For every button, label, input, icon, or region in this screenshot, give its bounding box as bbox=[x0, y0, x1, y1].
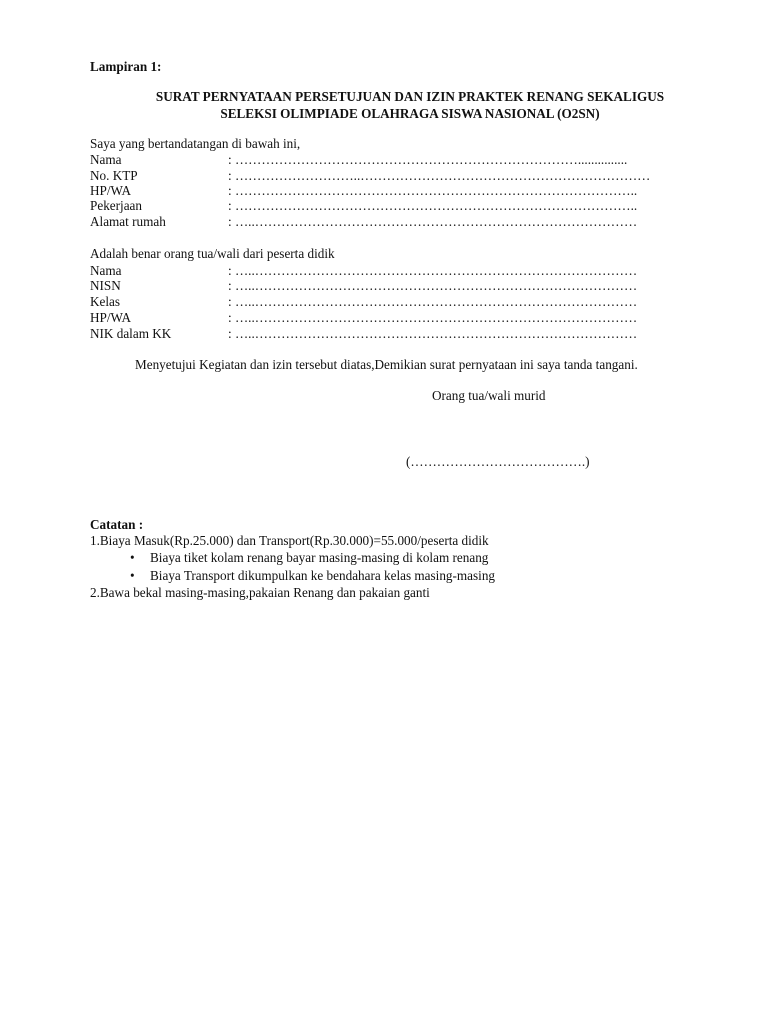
field-blank: : …..…………………………………………………………………………… bbox=[228, 214, 638, 229]
parent-field-occupation bbox=[90, 198, 690, 214]
field-blank: : …..…………………………………………………………………………… bbox=[228, 294, 638, 309]
field-blank: : ……………………………………………………………………............... bbox=[228, 152, 628, 167]
parent-field-name bbox=[90, 152, 690, 168]
signature-role: Orang tua/wali murid bbox=[432, 388, 546, 403]
document-title-line-1: SURAT PERNYATAAN PERSETUJUAN DAN IZIN PRAKTEK RENANG SEKALIGUS bbox=[155, 89, 665, 104]
attachment-label: Lampiran 1: bbox=[90, 59, 162, 74]
student-field-class bbox=[90, 294, 690, 310]
signature-line: (………………………………….) bbox=[406, 454, 590, 469]
student-field-name bbox=[90, 263, 690, 279]
field-blank: : …..…………………………………………………………………………… bbox=[228, 278, 638, 293]
field-label: NISN bbox=[90, 278, 121, 293]
field-label: NIK dalam KK bbox=[90, 326, 172, 341]
field-blank: : …..…………………………………………………………………………… bbox=[228, 310, 638, 325]
note-item-1: 1.Biaya Masuk(Rp.25.000) dan Transport(Rp.30.000)=55.000/peserta didik bbox=[90, 533, 489, 548]
student-field-nisn bbox=[90, 278, 690, 294]
field-blank: : …..…………………………………………………………………………… bbox=[228, 263, 638, 278]
field-label: Kelas bbox=[90, 294, 121, 309]
field-blank: : ……………………………………………………………………………….. bbox=[228, 198, 638, 213]
field-blank: : …..…………………………………………………………………………… bbox=[228, 326, 638, 341]
student-field-phone bbox=[90, 310, 690, 326]
bullet-text: Biaya Transport dikumpulkan ke bendahara kelas masing-masing bbox=[150, 568, 496, 583]
field-label: Pekerjaan bbox=[90, 198, 142, 213]
parent-field-address bbox=[90, 214, 690, 230]
field-label: Alamat rumah bbox=[90, 214, 166, 229]
parent-field-phone bbox=[90, 183, 690, 199]
student-intro-text: Adalah benar orang tua/wali dari peserta didik bbox=[90, 246, 335, 261]
field-blank: : ………………………..………………………………………………………… bbox=[228, 168, 651, 183]
notes-heading: Catatan : bbox=[90, 517, 144, 532]
field-label: HP/WA bbox=[90, 183, 132, 198]
parent-intro-text: Saya yang bertandatangan di bawah ini, bbox=[90, 136, 301, 151]
bullet-text: Biaya tiket kolam renang bayar masing-masing di kolam renang bbox=[150, 550, 489, 565]
bullet-icon: • bbox=[130, 550, 135, 565]
field-label: Nama bbox=[90, 263, 122, 278]
parent-field-ktp bbox=[90, 168, 690, 184]
field-label: No. KTP bbox=[90, 168, 138, 183]
student-field-nik bbox=[90, 326, 690, 342]
field-label: Nama bbox=[90, 152, 122, 167]
document-title-line-2: SELEKSI OLIMPIADE OLAHRAGA SISWA NASIONAL (O2SN) bbox=[220, 106, 600, 121]
bullet-icon: • bbox=[130, 568, 135, 583]
consent-statement: Menyetujui Kegiatan dan izin tersebut diatas,Demikian surat pernyataan ini saya tanda tangani. bbox=[135, 357, 638, 372]
note-item-2: 2.Bawa bekal masing-masing,pakaian Renang dan pakaian ganti bbox=[90, 585, 430, 600]
field-blank: : ……………………………………………………………………………….. bbox=[228, 183, 638, 198]
field-label: HP/WA bbox=[90, 310, 132, 325]
